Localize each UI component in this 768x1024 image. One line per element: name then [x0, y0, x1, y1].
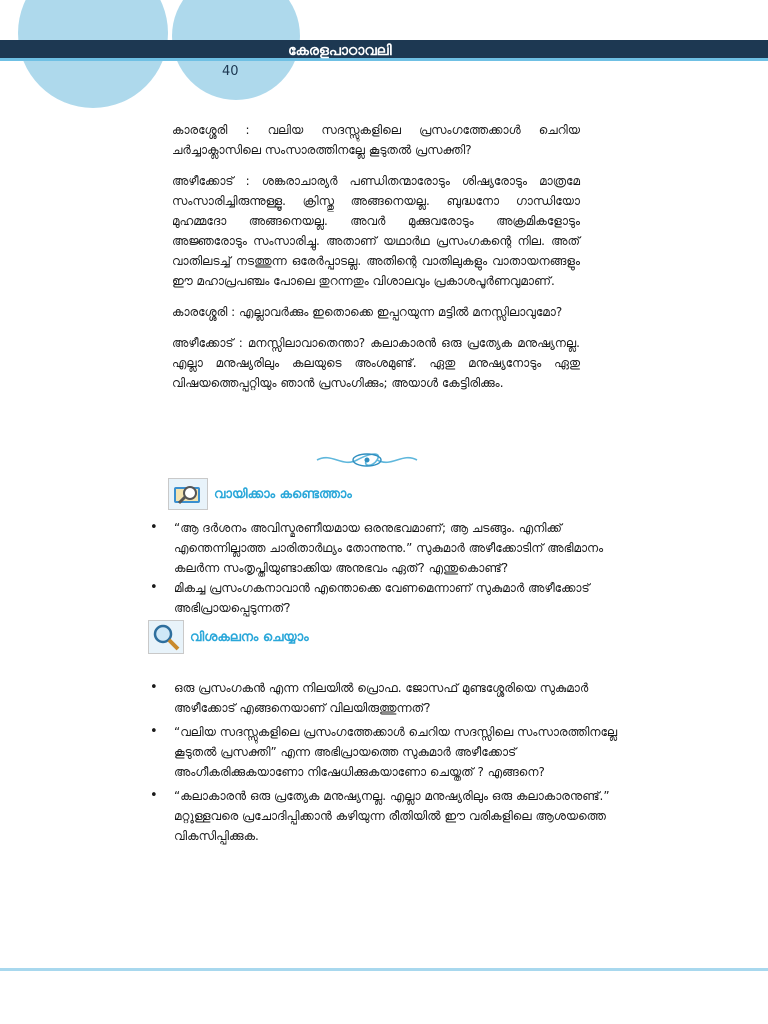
list-item	[148, 578, 628, 618]
ornament-divider-icon	[312, 450, 422, 470]
question-text: മികച്ച പ്രസംഗകനാവാൻ എന്തൊക്കെ വേണമെന്നാണ് സുകുമാർ അഴീക്കോട് അഭിപ്രായപ്പെടുന്നത്?	[174, 581, 590, 615]
reading-questions-list	[148, 518, 628, 618]
question-text: “ആ ദർശനം അവിസ്മരണീയമായ ഒരനുഭവമാണ്; ആ ചടങ്ങും. എനിക്ക് എന്തെന്നില്ലാത്ത ചാരിതാർഥ്യം തോന്നുന്നു.” സുകുമാർ അഴീക്കോടിന് അഭിമാനം കലർന്ന സംതൃപ്തിയുണ്ടാക്കിയ അനുഭവം ഏത്? എന്തുകൊണ്ട്?	[174, 521, 604, 575]
analysis-questions-list	[148, 678, 628, 846]
analyze-magnifier-icon	[148, 620, 184, 654]
bullet-icon: •	[150, 680, 158, 695]
section-header-reading	[168, 478, 352, 510]
bullet-icon: •	[150, 724, 158, 739]
list-item	[148, 786, 628, 846]
page-number: 40	[222, 64, 239, 79]
question-text: ഒരു പ്രസംഗകൻ എന്ന നിലയിൽ പ്രൊഫ. ജോസഫ് മുണ്ടശ്ശേരിയെ സുകുമാർ അഴീക്കോട് എങ്ങനെയാണ് വിലയിരുത്തുന്നത്?	[174, 681, 589, 715]
footer-divider	[0, 968, 768, 971]
question-text: “വലിയ സദസ്സുകളിലെ പ്രസംഗത്തേക്കാൾ ചെറിയ സദസ്സിലെ സംസാരത്തിനല്ലേ കൂടുതൽ പ്രസക്തി” എന്ന അഭിപ്രായത്തെ സുകുമാർ അഴീക്കോട് അംഗീകരിക്കുകയാണോ നിഷേധിക്കുകയാണോ ചെയ്തത് ? എങ്ങനെ?	[174, 725, 618, 779]
dialogue-paragraph: കാരശ്ശേരി : വലിയ സദസ്സുകളിലെ പ്രസംഗത്തേക്കാൾ ചെറിയ ചർച്ചാക്ലാസിലെ സംസാരത്തിനല്ലേ കൂടുതൽ പ്രസക്തി?	[172, 123, 580, 157]
section-title: വായിക്കാം കണ്ടെത്താം	[214, 486, 352, 502]
bullet-icon: •	[150, 520, 158, 535]
list-item	[148, 722, 628, 782]
dialogue-paragraph: കാരശ്ശേരി : എല്ലാവർക്കും ഇതൊക്കെ ഇപ്പറയുന്ന മട്ടിൽ മനസ്സിലാവുമോ?	[172, 305, 563, 319]
reading-magnifier-icon	[168, 478, 208, 510]
list-item	[148, 518, 628, 578]
dialogue-block	[172, 120, 580, 404]
section-title: വിശകലനം ചെയ്യാം	[190, 629, 309, 645]
dialogue-paragraph: അഴീക്കോട് : മനസ്സിലാവാതെന്താ? കലാകാരൻ ഒരു പ്രത്യേക മനുഷ്യനല്ല. എല്ലാ മനുഷ്യരിലും കലയുടെ അംശമുണ്ട്. ഏതു മനുഷ്യനോടും ഏതു വിഷയത്തെപ്പറ്റിയും ഞാൻ പ്രസംഗിക്കും; അയാൾ കേട്ടിരിക്കും.	[172, 336, 580, 390]
list-item	[148, 678, 628, 718]
section-header-analysis	[148, 620, 309, 654]
bullet-icon: •	[150, 580, 158, 595]
question-text: “കലാകാരൻ ഒരു പ്രത്യേക മനുഷ്യനല്ല. എല്ലാ മനുഷ്യരിലും ഒരു കലാകാരനുണ്ട്.” മറ്റുള്ളവരെ പ്രചോദിപ്പിക്കാൻ കഴിയുന്ന രീതിയിൽ ഈ വരികളിലെ ആശയത്തെ വികസിപ്പിക്കുക.	[174, 789, 610, 843]
book-title: കേരളപാഠാവലി	[288, 43, 392, 59]
bullet-icon: •	[150, 788, 158, 803]
dialogue-paragraph: അഴീക്കോട് : ശങ്കരാചാര്യർ പണ്ഡിതന്മാരോടും ശിഷ്യരോടും മാത്രമേ സംസാരിച്ചിരുന്നുള്ളൂ. ക്രിസ്തു അങ്ങനെയല്ല. ബുദ്ധനോ ഗാന്ധിയോ മുഹമ്മദോ അങ്ങനെയല്ല. അവർ മുക്കുവരോടും അക്രമികളോടും അജ്ഞരോടും സംസാരിച്ചു. അതാണ് യഥാർഥ പ്രസംഗകന്റെ നില. അത് വാതിലടച്ച് നടത്തുന്ന ഒരേർപ്പാടല്ല. അതിന്റെ വാതിലുകളും വാതായനങ്ങളും ഈ മഹാപ്രപഞ്ചം പോലെ തുറന്നതും വിശാലവും പ്രകാശപൂർണവുമാണ്.	[172, 174, 580, 288]
